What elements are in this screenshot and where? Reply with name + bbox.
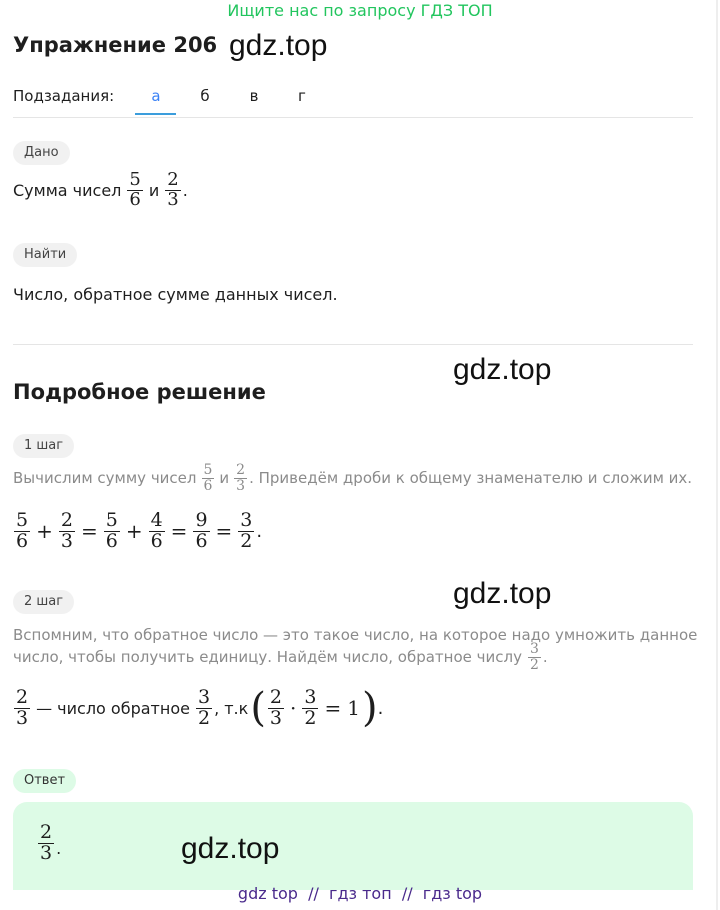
tab-a[interactable]: а (151, 87, 161, 105)
eq-frac: $\frac{9}{6}$ (195, 509, 208, 552)
answer-badge: Ответ (13, 769, 76, 793)
eq-op: + (125, 519, 143, 544)
section-divider (13, 344, 693, 345)
eq-op: = (80, 519, 98, 544)
given-prefix: Сумма чисел (13, 180, 122, 200)
given-frac-2: $\frac{2}{3}$ (167, 169, 179, 210)
tab-b[interactable]: б (200, 87, 210, 105)
eq-end: . (256, 520, 263, 542)
step1-equation (12, 511, 262, 552)
tabs-divider (13, 117, 693, 118)
answer-box (13, 802, 693, 890)
search-banner[interactable]: Ищите нас по запросу ГДЗ ТОП (227, 1, 493, 20)
active-tab-indicator (135, 113, 176, 115)
page-title: Упражнение 206 (13, 33, 218, 57)
watermark: gdz.top (453, 353, 552, 386)
eq-paren: ( (250, 685, 266, 732)
eq-frac: $\frac{3}{2}$ (304, 686, 317, 729)
step1-conj: и (219, 469, 230, 488)
step2-badge: 2 шаг (13, 590, 74, 614)
eq-frac: $\frac{3}{2}$ (197, 686, 211, 729)
eq-frac: $\frac{4}{6}$ (150, 509, 163, 552)
watermark: gdz.top (229, 29, 328, 62)
subtasks-label: Подзадания: (13, 87, 115, 105)
step2-line2 (13, 642, 548, 672)
given-frac-1: $\frac{5}{6}$ (129, 169, 141, 210)
eq-op: · (290, 696, 297, 721)
answer-end: . (56, 838, 62, 858)
watermark: gdz.top (181, 832, 280, 865)
step2-line2-text: число, чтобы получить единицу. Найдём число, обратное числу (13, 648, 522, 667)
eq-end: . (377, 697, 384, 719)
answer-value (36, 823, 61, 864)
given-badge: Дано (13, 141, 70, 165)
given-text (13, 171, 188, 210)
eq-op: = (324, 696, 342, 721)
eq-frac: $\frac{2}{3}$ (269, 686, 283, 729)
solution-heading: Подробное решение (13, 380, 266, 404)
tab-v[interactable]: в (249, 87, 259, 105)
eq-frac: $\frac{2}{3}$ (16, 686, 29, 729)
eq-frac: $\frac{5}{6}$ (16, 509, 29, 552)
eq-frac: $\frac{5}{6}$ (105, 509, 118, 552)
eq-op: + (36, 519, 53, 544)
step1-frac-2: $\frac{2}{3}$ (236, 462, 246, 494)
eq-text: , т.к (214, 698, 249, 718)
step1-text (13, 463, 692, 493)
step1-suffix: . Приведём дроби к общему знаменателю и сложим их. (249, 469, 693, 488)
footer-links[interactable]: gdz top // гдз топ // гдз top (237, 884, 483, 903)
step2-line1: Вспомним, что обратное число — это такое число, на которое надо умножить данное (13, 626, 698, 644)
answer-frac: $\frac{2}{3}$ (40, 821, 53, 864)
given-end: . (182, 180, 188, 200)
eq-op: = (170, 519, 188, 544)
given-conj: и (148, 180, 160, 200)
eq-frac: $\frac{3}{2}$ (240, 509, 253, 552)
eq-text: — число обратное (36, 698, 190, 718)
step2-equation (12, 685, 384, 732)
eq-op: = (215, 519, 233, 544)
step2-frac: $\frac{3}{2}$ (529, 641, 539, 673)
tab-g[interactable]: г (298, 87, 306, 105)
eq-frac: $\frac{2}{3}$ (60, 509, 73, 552)
step1-frac-1: $\frac{5}{6}$ (203, 462, 213, 494)
step1-prefix: Вычислим сумму чисел (13, 469, 197, 488)
eq-paren: ) (361, 685, 378, 732)
step2-line2-end: . (542, 648, 548, 667)
step1-badge: 1 шаг (13, 434, 74, 458)
find-badge: Найти (13, 243, 77, 267)
eq-number: 1 (347, 696, 360, 721)
watermark: gdz.top (453, 577, 552, 610)
scrollbar-track[interactable] (716, 0, 718, 910)
find-text: Число, обратное сумме данных чисел. (13, 285, 338, 304)
